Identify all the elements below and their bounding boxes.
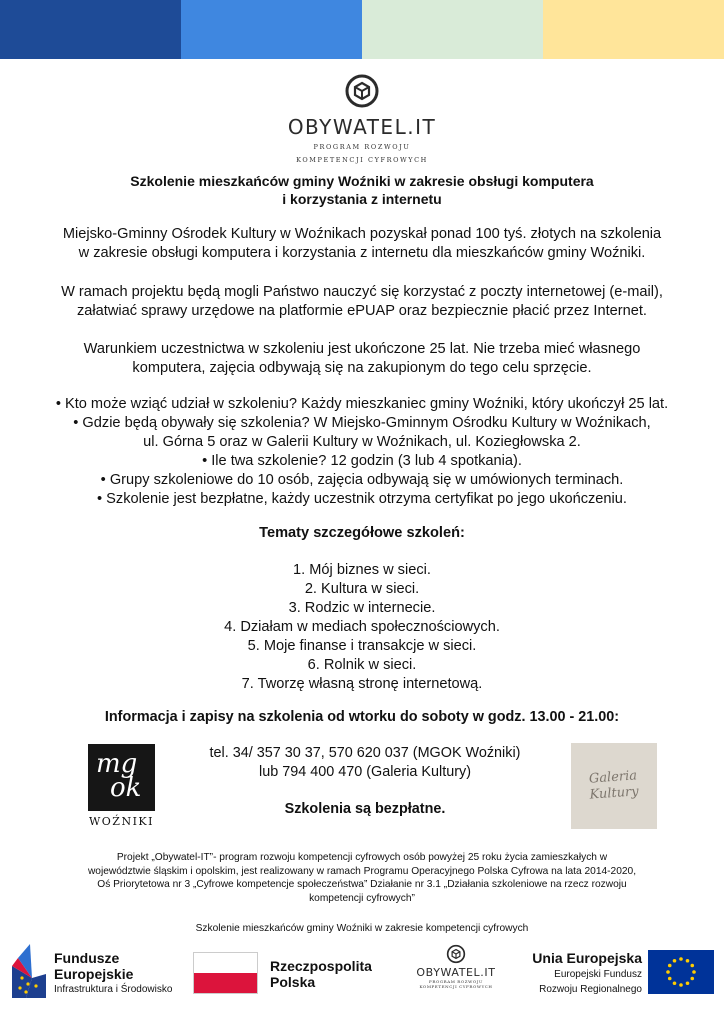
galeria-kultury-logo <box>571 743 657 829</box>
ob-footer-word: OBYWATEL.IT <box>416 966 496 979</box>
galeria-logo-line-2: Kultury <box>589 784 640 803</box>
faq-bullet-list <box>20 395 704 509</box>
obywatel-footer-icon <box>446 944 466 964</box>
fe-line-3: Infrastruktura i Środowisko <box>54 984 173 995</box>
mgok-mark-line-2: ok <box>110 773 142 803</box>
color-band-yellow <box>543 0 724 59</box>
paragraph-line: Miejsko-Gminny Ośrodek Kultury w Woźnikach pozyskał ponad 100 tyś. złotych na szkolenia <box>62 226 662 242</box>
footnote-line: Projekt „Obywatel-IT”- program rozwoju kompetencji cyfrowych osób powyżej 25 roku życia zamieszkałych w <box>116 852 608 863</box>
eu-star-icon <box>668 977 672 981</box>
footnote-line: kompetencji cyfrowych” <box>309 892 415 904</box>
ue-line-2: Europejski Fundusz <box>554 969 642 980</box>
mgok-logo-name: WOŹNIKI <box>88 815 154 828</box>
eu-star-icon <box>690 964 694 968</box>
bullet-item: • Gdzie będą obywały się szkolenia? W Miejsko-Gminnym Ośrodku Kultury w Woźnikach, <box>73 415 651 431</box>
fe-line-1: Fundusze <box>54 950 120 966</box>
poland-flag-icon <box>193 952 258 994</box>
fundusze-europejskie-icon <box>12 944 46 998</box>
topic-item: 6. Rolnik w sieci. <box>307 657 417 673</box>
galeria-logo-line-1: Galeria <box>588 768 638 787</box>
color-band-dark-blue <box>0 0 181 59</box>
eu-star-icon <box>679 957 683 961</box>
footer-logo-strip <box>0 944 724 1004</box>
topic-item: 5. Moje finanse i transakcje w sieci. <box>247 638 477 654</box>
topic-item: 7. Tworzę własną stronę internetową. <box>241 676 483 692</box>
paragraph-line: komputera, zajęcia odbywają się na zakupionym do tego celu sprzęcie. <box>132 360 592 376</box>
topics-heading: Tematy szczegółowe szkoleń: <box>259 525 465 541</box>
contact-info <box>170 744 560 782</box>
paragraph-line: załatwiać sprawy urzędowe na platformie ePUAP oraz bezpiecznie płacić przez Internet. <box>77 303 647 319</box>
free-notice: Szkolenia są bezpłatne. <box>284 801 446 817</box>
eu-star-icon <box>690 977 694 981</box>
obywatel-footer-logo <box>410 944 502 989</box>
info-heading: Informacja i zapisy na szkolenia od wtorku do soboty w godz. 13.00 - 21.00: <box>104 709 620 725</box>
eu-star-icon <box>666 970 670 974</box>
mgok-logo <box>88 744 155 830</box>
paragraph-funding <box>20 225 704 263</box>
paragraph-line: Warunkiem uczestnictwa w szkoleniu jest ukończone 25 lat. Nie trzeba mieć własnego <box>83 341 641 357</box>
topic-item: 3. Rodzic w internecie. <box>288 600 436 616</box>
paragraph-scope <box>20 283 704 321</box>
logo-subtitle-2: KOMPETENCJI CYFROWYCH <box>296 156 428 164</box>
contact-phone-galeria: lub 794 400 470 (Galeria Kultury) <box>259 764 471 780</box>
page-title <box>20 172 704 208</box>
mgok-mark-line-1: mg <box>96 749 138 779</box>
bullet-item: • Szkolenie jest bezpłatne, każdy uczestnik otrzyma certyfikat po jego ukończeniu. <box>97 491 627 507</box>
contact-phone-mgok: tel. 34/ 357 30 37, 570 620 037 (MGOK Woźniki) <box>209 745 521 761</box>
bullet-item: • Kto może wziąć udział w szkoleniu? Każdy mieszkaniec gminy Woźniki, który ukończył 25 lat. <box>55 396 669 412</box>
unia-europejska-logo-text <box>522 950 642 996</box>
eu-star-icon <box>679 983 683 987</box>
bullet-item: • Ile twa szkolenie? 12 godzin (3 lub 4 spotkania). <box>202 453 522 469</box>
footnote-line: województwie śląskim i opolskim, jest realizowany w ramach Programu Operacyjnego Polska Cyfrowa na lata 2014-2020, <box>87 865 637 877</box>
eu-star-icon <box>673 959 677 963</box>
eu-star-icon <box>686 981 690 985</box>
title-line-2: i korzystania z internetu <box>282 191 442 207</box>
obywatel-logo-icon <box>344 73 380 109</box>
obywatel-logo <box>0 73 724 165</box>
footnote-line: Oś Priorytetowa nr 3 „Cyfrowe kompetencje społeczeństwa” Działanie nr 3.1 „Działania szkoleniowe na rzecz rozwoju <box>97 879 627 890</box>
ob-footer-sub-2: KOMPETENCJI CYFROWYCH <box>419 984 493 989</box>
eu-star-icon <box>668 964 672 968</box>
paragraph-conditions <box>20 340 704 378</box>
eu-star-icon <box>692 970 696 974</box>
top-color-bar <box>0 0 724 59</box>
bullet-item: • Grupy szkoleniowe do 10 osób, zajęcia odbywają się w umówionych terminach. <box>100 472 624 488</box>
topic-item: 2. Kultura w sieci. <box>304 581 420 597</box>
logo-wordmark: OBYWATEL.IT <box>287 115 437 139</box>
eu-flag-icon <box>648 950 714 994</box>
pl-line-2: Polska <box>270 974 316 990</box>
topics-list <box>20 561 704 694</box>
color-band-green <box>362 0 543 59</box>
eu-star-icon <box>686 959 690 963</box>
mgok-logo-mark <box>88 744 155 811</box>
topic-item: 1. Mój biznes w sieci. <box>293 562 431 578</box>
ob-footer-sub-1: PROGRAM ROZWOJU <box>429 979 483 984</box>
color-band-blue <box>181 0 362 59</box>
ue-line-1: Unia Europejska <box>532 950 642 966</box>
project-footnote <box>20 851 704 905</box>
logo-subtitle-1: PROGRAM ROZWOJU <box>313 143 411 151</box>
topic-item: 4. Działam w mediach społecznościowych. <box>224 619 500 635</box>
pl-line-1: Rzeczpospolita <box>270 958 372 974</box>
footer-caption: Szkolenie mieszkańców gminy Woźniki w zakresie kompetencji cyfrowych <box>195 923 529 934</box>
title-line-1: Szkolenie mieszkańców gminy Woźniki w zakresie obsługi komputera <box>130 173 594 189</box>
bullet-item: ul. Górna 5 oraz w Galerii Kultury w Woźnikach, ul. Koziegłowska 2. <box>143 434 581 450</box>
rzeczpospolita-logo-text <box>270 958 372 990</box>
eu-star-icon <box>673 981 677 985</box>
fe-line-2: Europejskie <box>54 966 134 982</box>
paragraph-line: W ramach projektu będą mogli Państwo nauczyć się korzystać z poczty internetowej (e-mail), <box>61 284 663 300</box>
ue-line-3: Rozwoju Regionalnego <box>539 984 642 995</box>
paragraph-line: w zakresie obsługi komputera i korzystania z internetu dla mieszkańców gminy Woźniki. <box>78 245 646 261</box>
